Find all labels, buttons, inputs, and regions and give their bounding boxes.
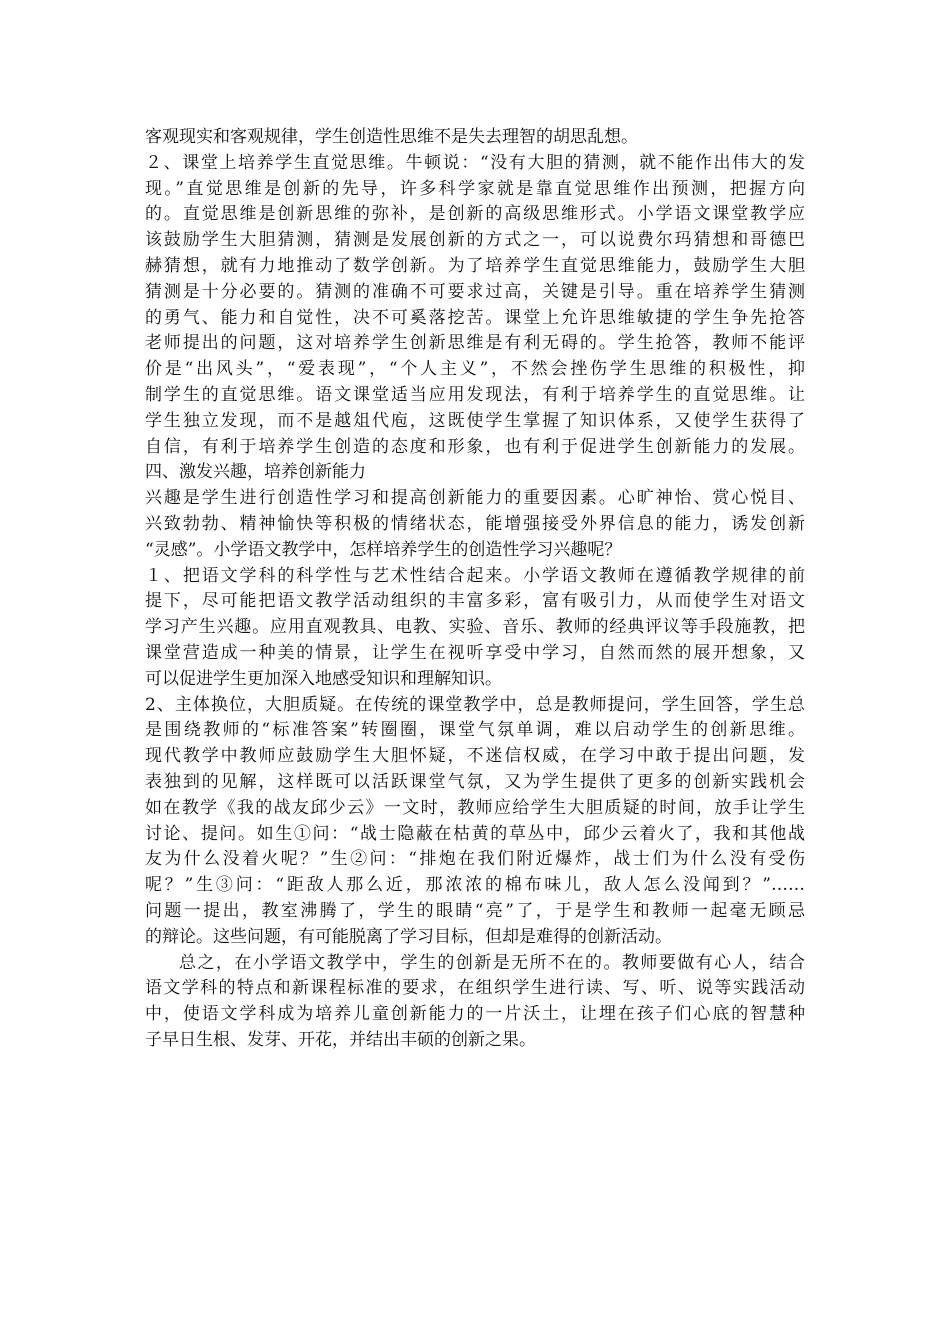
text-line: 语文学科的特点和新课程标准的要求，在组织学生进行读、写、听、说等实践活动: [145, 978, 805, 999]
text-line: 学生独立发现，而不是越俎代庖，这既使学生掌握了知识体系，又使学生获得了: [145, 410, 805, 431]
text-line: 的。直觉思维是创新思维的弥补，是创新的高级思维形式。小学语文课堂教学应: [145, 204, 805, 225]
text-line: 老师提出的问题，这对培养学生创新思维是有利无碍的。学生抢答，教师不能评: [145, 333, 805, 354]
text-line: 的勇气、能力和自觉性，决不可奚落挖苦。课堂上允许思维敏捷的学生争先抢答: [145, 307, 805, 328]
text-line: 赫猜想，就有力地推动了数学创新。为了培养学生直觉思维能力，鼓励学生大胆: [145, 255, 805, 276]
text-line: 的辩论。这些问题，有可能脱离了学习目标，但却是难得的创新活动。: [145, 926, 672, 947]
text-line: 可以促进学生更加深入地感受知识和理解知识。: [145, 668, 502, 689]
text-line: 子早日生根、发芽、开花，并结出丰硕的创新之果。: [145, 1029, 536, 1050]
text-line: 兴致勃勃、精神愉快等积极的情绪状态，能增强接受外界信息的能力，诱发创新: [145, 513, 805, 534]
body-text: [145, 125, 805, 1054]
text-line: 总之，在小学语文教学中，学生的创新是无所不在的。教师要做有心人，结合: [179, 952, 805, 973]
text-line: 自信，有利于培养学生创造的态度和形象，也有利于促进学生创新能力的发展。: [145, 436, 805, 457]
text-line: 现代教学中教师应鼓励学生大胆怀疑，不迷信权威，在学习中敢于提出问题，发: [145, 746, 805, 767]
text-line: 讨论、提问。如生①问：“战士隐蔽在枯黄的草丛中，邱少云着火了，我和其他战: [145, 823, 805, 844]
text-line: 现。”直觉思维是创新的先导，许多科学家就是靠直觉思维作出预测，把握方向: [145, 178, 805, 199]
text-line: 课堂营造成一种美的情景，让学生在视听享受中学习，自然而然的展开想象，又: [145, 642, 805, 663]
text-line: 问题一提出，教室沸腾了，学生的眼睛“亮”了，于是学生和教师一起毫无顾忌: [145, 900, 805, 921]
text-line: 提下，尽可能把语文教学活动组织的丰富多彩，富有吸引力，从而使学生对语文: [145, 591, 805, 612]
text-line: 制学生的直觉思维。语文课堂适当应用发现法，有利于培养学生的直觉思维。让: [145, 384, 805, 405]
text-line: 兴趣是学生进行创造性学习和提高创新能力的重要因素。心旷神怡、赏心悦目、: [145, 488, 805, 509]
text-line: 友为什么没着火呢？”生②问：“排炮在我们附近爆炸，战士们为什么没有受伤: [145, 849, 805, 870]
text-line: 呢？”生③问：“距敌人那么近，那浓浓的棉布味儿，敌人怎么没闻到？”……: [145, 875, 805, 896]
text-line: 如在教学《我的战友邱少云》一文时，教师应给学生大胆质疑的时间，放手让学生: [145, 797, 805, 818]
text-line: 学习产生兴趣。应用直观教具、电教、实验、音乐、教师的经典评议等手段施教，把: [145, 617, 805, 638]
text-line: 猜测是十分必要的。猜测的准确不可要求过高，关键是引导。重在培养学生猜测: [145, 281, 805, 302]
text-line: 2、主体换位，大胆质疑。在传统的课堂教学中，总是教师提问，学生回答，学生总: [145, 694, 805, 715]
text-line: １、把语文学科的科学性与艺术性结合起来。小学语文教师在遵循教学规律的前: [145, 565, 805, 586]
section-heading: 四、激发兴趣，培养创新能力: [145, 462, 366, 483]
text-line: 中，使语文学科成为培养儿童创新能力的一片沃土，让埋在孩子们心底的智慧种: [145, 1004, 805, 1025]
text-line: “灵感”。小学语文教学中，怎样培养学生的创造性学习兴趣呢？: [145, 539, 622, 560]
text-line: 价是“出风头”，“爱表现”，“个人主义”，不然会挫伤学生思维的积极性，抑: [145, 359, 805, 380]
text-line: 该鼓励学生大胆猜测，猜测是发展创新的方式之一，可以说费尔玛猜想和哥德巴: [145, 230, 805, 251]
text-line: 表独到的见解，这样既可以活跃课堂气氛，又为学生提供了更多的创新实践机会: [145, 771, 805, 792]
text-line: 客观现实和客观规律，学生创造性思维不是失去理智的胡思乱想。: [145, 127, 638, 147]
text-line: 是围绕教师的“标准答案”转圈圈，课堂气氛单调，难以启动学生的创新思维。: [145, 720, 805, 741]
text-line: ２、课堂上培养学生直觉思维。牛顿说：“没有大胆的猜测，就不能作出伟大的发: [145, 152, 805, 173]
